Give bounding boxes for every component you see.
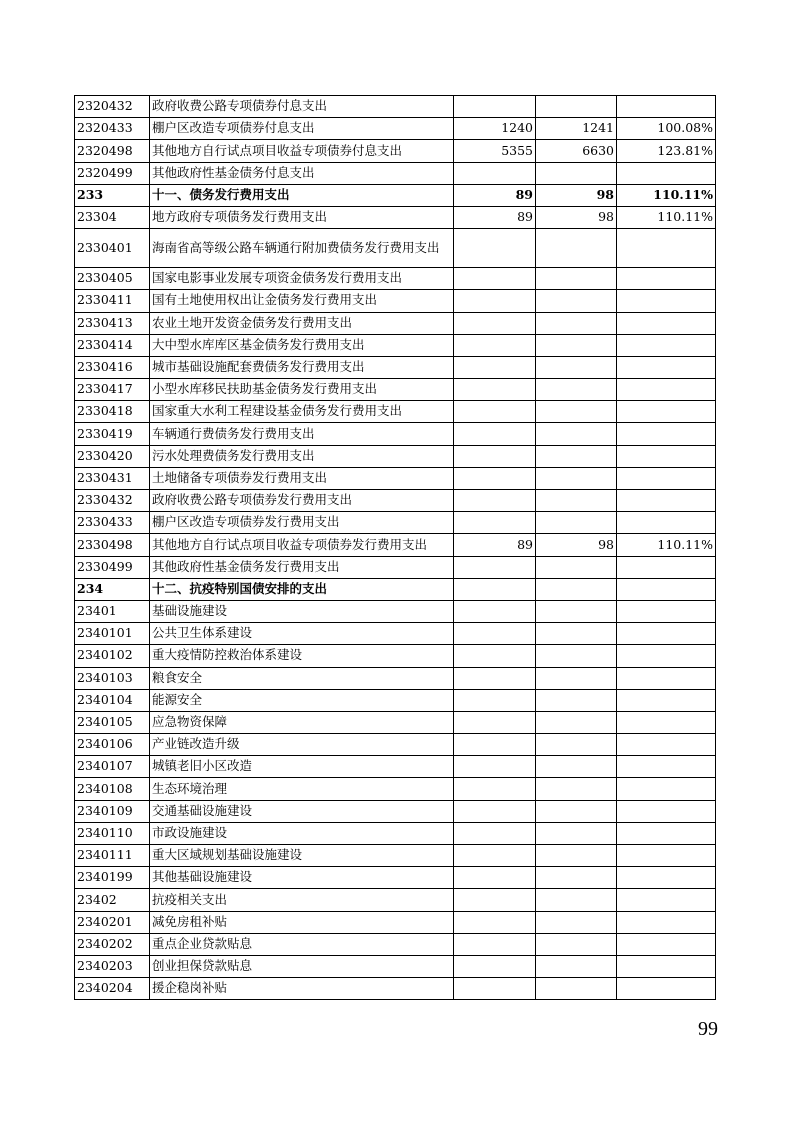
name-cell: 地方政府专项债务发行费用支出	[150, 206, 454, 228]
code-cell: 2330416	[75, 356, 150, 378]
budget-value-cell	[454, 229, 536, 268]
table-row	[75, 206, 716, 228]
code-cell: 2340109	[75, 800, 150, 822]
name-cell: 大中型水库库区基金债务发行费用支出	[150, 334, 454, 356]
table-row	[75, 512, 716, 534]
code-cell: 2330414	[75, 334, 150, 356]
budget-value-cell	[454, 96, 536, 118]
name-cell: 其他地方自行试点项目收益专项债券付息支出	[150, 140, 454, 162]
percent-cell	[617, 845, 716, 867]
code-cell: 2340101	[75, 623, 150, 645]
budget-value-cell	[454, 689, 536, 711]
name-cell: 应急物资保障	[150, 711, 454, 733]
budget-value-cell	[454, 756, 536, 778]
budget-value-cell	[454, 423, 536, 445]
table-row	[75, 229, 716, 268]
code-cell: 2340110	[75, 822, 150, 844]
budget-table	[74, 95, 716, 1000]
percent-cell	[617, 312, 716, 334]
table-row	[75, 711, 716, 733]
actual-value-cell: 1241	[536, 118, 617, 140]
name-cell: 其他政府性基金债务付息支出	[150, 162, 454, 184]
name-cell: 海南省高等级公路车辆通行附加费债务发行费用支出	[150, 229, 454, 268]
table-row	[75, 118, 716, 140]
actual-value-cell	[536, 689, 617, 711]
code-cell: 2340111	[75, 845, 150, 867]
actual-value-cell	[536, 867, 617, 889]
name-cell: 重点企业贷款贴息	[150, 933, 454, 955]
code-cell: 2340102	[75, 645, 150, 667]
actual-value-cell	[536, 445, 617, 467]
table-row	[75, 800, 716, 822]
name-cell: 棚户区改造专项债券发行费用支出	[150, 512, 454, 534]
table-row	[75, 401, 716, 423]
budget-value-cell	[454, 445, 536, 467]
percent-cell	[617, 423, 716, 445]
name-cell: 十一、债务发行费用支出	[150, 184, 454, 206]
percent-cell	[617, 600, 716, 622]
code-cell: 2340105	[75, 711, 150, 733]
name-cell: 国有土地使用权出让金债务发行费用支出	[150, 290, 454, 312]
actual-value-cell	[536, 356, 617, 378]
actual-value-cell	[536, 778, 617, 800]
name-cell: 抗疫相关支出	[150, 889, 454, 911]
actual-value-cell	[536, 645, 617, 667]
code-cell: 2330433	[75, 512, 150, 534]
code-cell: 2340204	[75, 978, 150, 1000]
code-cell: 23304	[75, 206, 150, 228]
code-cell: 2340201	[75, 911, 150, 933]
name-cell: 其他地方自行试点项目收益专项债券发行费用支出	[150, 534, 454, 556]
actual-value-cell: 98	[536, 184, 617, 206]
name-cell: 重大区域规划基础设施建设	[150, 845, 454, 867]
budget-value-cell	[454, 734, 536, 756]
percent-cell	[617, 778, 716, 800]
percent-cell	[617, 711, 716, 733]
percent-cell	[617, 356, 716, 378]
table-row	[75, 467, 716, 489]
actual-value-cell	[536, 978, 617, 1000]
budget-value-cell	[454, 933, 536, 955]
percent-cell	[617, 578, 716, 600]
actual-value-cell	[536, 955, 617, 977]
actual-value-cell	[536, 96, 617, 118]
code-cell: 2340199	[75, 867, 150, 889]
percent-cell: 110.11%	[617, 534, 716, 556]
code-cell: 2320433	[75, 118, 150, 140]
table-row	[75, 933, 716, 955]
budget-value-cell: 89	[454, 206, 536, 228]
table-row	[75, 689, 716, 711]
budget-value-cell	[454, 379, 536, 401]
table-row	[75, 845, 716, 867]
actual-value-cell	[536, 467, 617, 489]
actual-value-cell	[536, 889, 617, 911]
table-row	[75, 978, 716, 1000]
percent-cell	[617, 800, 716, 822]
code-cell: 23402	[75, 889, 150, 911]
code-cell: 2320432	[75, 96, 150, 118]
budget-value-cell	[454, 401, 536, 423]
budget-value-cell	[454, 334, 536, 356]
name-cell: 创业担保贷款贴息	[150, 955, 454, 977]
code-cell: 2340107	[75, 756, 150, 778]
actual-value-cell	[536, 423, 617, 445]
percent-cell	[617, 229, 716, 268]
budget-value-cell	[454, 290, 536, 312]
name-cell: 污水处理费债务发行费用支出	[150, 445, 454, 467]
table-row	[75, 445, 716, 467]
percent-cell	[617, 401, 716, 423]
table-row	[75, 140, 716, 162]
budget-value-cell	[454, 867, 536, 889]
code-cell: 23401	[75, 600, 150, 622]
actual-value-cell	[536, 600, 617, 622]
table-row	[75, 162, 716, 184]
actual-value-cell	[536, 334, 617, 356]
percent-cell	[617, 162, 716, 184]
actual-value-cell	[536, 623, 617, 645]
percent-cell: 110.11%	[617, 206, 716, 228]
name-cell: 能源安全	[150, 689, 454, 711]
code-cell: 2330420	[75, 445, 150, 467]
budget-value-cell: 1240	[454, 118, 536, 140]
name-cell: 基础设施建设	[150, 600, 454, 622]
actual-value-cell	[536, 290, 617, 312]
actual-value-cell	[536, 756, 617, 778]
table-row	[75, 667, 716, 689]
actual-value-cell	[536, 578, 617, 600]
code-cell: 2330431	[75, 467, 150, 489]
table-row	[75, 756, 716, 778]
name-cell: 产业链改造升级	[150, 734, 454, 756]
actual-value-cell: 6630	[536, 140, 617, 162]
budget-value-cell: 5355	[454, 140, 536, 162]
table-row	[75, 645, 716, 667]
name-cell: 政府收费公路专项债券付息支出	[150, 96, 454, 118]
code-cell: 2340106	[75, 734, 150, 756]
code-cell: 2330411	[75, 290, 150, 312]
table-row	[75, 356, 716, 378]
percent-cell	[617, 623, 716, 645]
name-cell: 城市基础设施配套费债务发行费用支出	[150, 356, 454, 378]
percent-cell: 110.11%	[617, 184, 716, 206]
table-row	[75, 334, 716, 356]
budget-value-cell	[454, 162, 536, 184]
actual-value-cell	[536, 822, 617, 844]
code-cell: 2340203	[75, 955, 150, 977]
name-cell: 重大疫情防控救治体系建设	[150, 645, 454, 667]
name-cell: 生态环境治理	[150, 778, 454, 800]
budget-value-cell	[454, 512, 536, 534]
percent-cell	[617, 96, 716, 118]
table-row	[75, 578, 716, 600]
percent-cell	[617, 490, 716, 512]
percent-cell	[617, 822, 716, 844]
table-row	[75, 600, 716, 622]
name-cell: 农业土地开发资金债务发行费用支出	[150, 312, 454, 334]
percent-cell	[617, 955, 716, 977]
budget-value-cell	[454, 955, 536, 977]
table-row	[75, 423, 716, 445]
percent-cell	[617, 933, 716, 955]
code-cell: 2340202	[75, 933, 150, 955]
budget-value-cell	[454, 467, 536, 489]
name-cell: 车辆通行费债务发行费用支出	[150, 423, 454, 445]
budget-value-cell	[454, 889, 536, 911]
name-cell: 棚户区改造专项债券付息支出	[150, 118, 454, 140]
budget-value-cell	[454, 978, 536, 1000]
percent-cell	[617, 734, 716, 756]
percent-cell	[617, 689, 716, 711]
name-cell: 小型水库移民扶助基金债务发行费用支出	[150, 379, 454, 401]
percent-cell	[617, 978, 716, 1000]
table-row	[75, 556, 716, 578]
actual-value-cell	[536, 734, 617, 756]
budget-value-cell	[454, 845, 536, 867]
percent-cell	[617, 756, 716, 778]
table-row	[75, 623, 716, 645]
actual-value-cell	[536, 512, 617, 534]
code-cell: 234	[75, 578, 150, 600]
code-cell: 2330405	[75, 268, 150, 290]
table-row	[75, 867, 716, 889]
budget-value-cell	[454, 822, 536, 844]
actual-value-cell: 98	[536, 534, 617, 556]
budget-value-cell	[454, 268, 536, 290]
budget-value-cell	[454, 623, 536, 645]
percent-cell: 123.81%	[617, 140, 716, 162]
actual-value-cell	[536, 490, 617, 512]
code-cell: 2330417	[75, 379, 150, 401]
budget-value-cell	[454, 490, 536, 512]
percent-cell	[617, 867, 716, 889]
percent-cell	[617, 334, 716, 356]
name-cell: 十二、抗疫特别国债安排的支出	[150, 578, 454, 600]
table-row	[75, 312, 716, 334]
table-row	[75, 889, 716, 911]
code-cell: 2330401	[75, 229, 150, 268]
code-cell: 2330419	[75, 423, 150, 445]
code-cell: 2340103	[75, 667, 150, 689]
code-cell: 2330499	[75, 556, 150, 578]
budget-value-cell	[454, 911, 536, 933]
percent-cell	[617, 268, 716, 290]
percent-cell	[617, 445, 716, 467]
budget-value-cell	[454, 356, 536, 378]
table-row	[75, 911, 716, 933]
table-row	[75, 778, 716, 800]
actual-value-cell	[536, 229, 617, 268]
percent-cell	[617, 667, 716, 689]
name-cell: 交通基础设施建设	[150, 800, 454, 822]
code-cell: 2330498	[75, 534, 150, 556]
budget-value-cell	[454, 600, 536, 622]
code-cell: 2330432	[75, 490, 150, 512]
actual-value-cell	[536, 933, 617, 955]
percent-cell: 100.08%	[617, 118, 716, 140]
table-row	[75, 290, 716, 312]
name-cell: 公共卫生体系建设	[150, 623, 454, 645]
name-cell: 粮食安全	[150, 667, 454, 689]
percent-cell	[617, 645, 716, 667]
table-row	[75, 268, 716, 290]
table-row	[75, 96, 716, 118]
name-cell: 市政设施建设	[150, 822, 454, 844]
name-cell: 减免房租补贴	[150, 911, 454, 933]
budget-value-cell: 89	[454, 184, 536, 206]
actual-value-cell	[536, 911, 617, 933]
name-cell: 援企稳岗补贴	[150, 978, 454, 1000]
code-cell: 2340104	[75, 689, 150, 711]
name-cell: 政府收费公路专项债券发行费用支出	[150, 490, 454, 512]
actual-value-cell	[536, 667, 617, 689]
actual-value-cell: 98	[536, 206, 617, 228]
table-row	[75, 534, 716, 556]
budget-table-body	[75, 96, 716, 1000]
table-row	[75, 955, 716, 977]
budget-value-cell	[454, 645, 536, 667]
table-row	[75, 734, 716, 756]
budget-value-cell	[454, 800, 536, 822]
percent-cell	[617, 889, 716, 911]
percent-cell	[617, 512, 716, 534]
name-cell: 国家重大水利工程建设基金债务发行费用支出	[150, 401, 454, 423]
code-cell: 2320499	[75, 162, 150, 184]
code-cell: 2330418	[75, 401, 150, 423]
name-cell: 国家电影事业发展专项资金债务发行费用支出	[150, 268, 454, 290]
budget-value-cell	[454, 578, 536, 600]
name-cell: 其他政府性基金债务发行费用支出	[150, 556, 454, 578]
code-cell: 2340108	[75, 778, 150, 800]
table-row	[75, 822, 716, 844]
percent-cell	[617, 911, 716, 933]
actual-value-cell	[536, 162, 617, 184]
actual-value-cell	[536, 711, 617, 733]
name-cell: 其他基础设施建设	[150, 867, 454, 889]
percent-cell	[617, 556, 716, 578]
budget-value-cell	[454, 667, 536, 689]
percent-cell	[617, 379, 716, 401]
name-cell: 城镇老旧小区改造	[150, 756, 454, 778]
budget-value-cell	[454, 778, 536, 800]
actual-value-cell	[536, 379, 617, 401]
budget-value-cell: 89	[454, 534, 536, 556]
code-cell: 2320498	[75, 140, 150, 162]
budget-value-cell	[454, 312, 536, 334]
budget-value-cell	[454, 711, 536, 733]
percent-cell	[617, 467, 716, 489]
code-cell: 2330413	[75, 312, 150, 334]
page-number: 99	[698, 1018, 718, 1040]
table-row	[75, 490, 716, 512]
table-row	[75, 184, 716, 206]
actual-value-cell	[536, 312, 617, 334]
actual-value-cell	[536, 268, 617, 290]
table-row	[75, 379, 716, 401]
actual-value-cell	[536, 401, 617, 423]
percent-cell	[617, 290, 716, 312]
name-cell: 土地储备专项债券发行费用支出	[150, 467, 454, 489]
actual-value-cell	[536, 556, 617, 578]
code-cell: 233	[75, 184, 150, 206]
actual-value-cell	[536, 800, 617, 822]
actual-value-cell	[536, 845, 617, 867]
budget-value-cell	[454, 556, 536, 578]
